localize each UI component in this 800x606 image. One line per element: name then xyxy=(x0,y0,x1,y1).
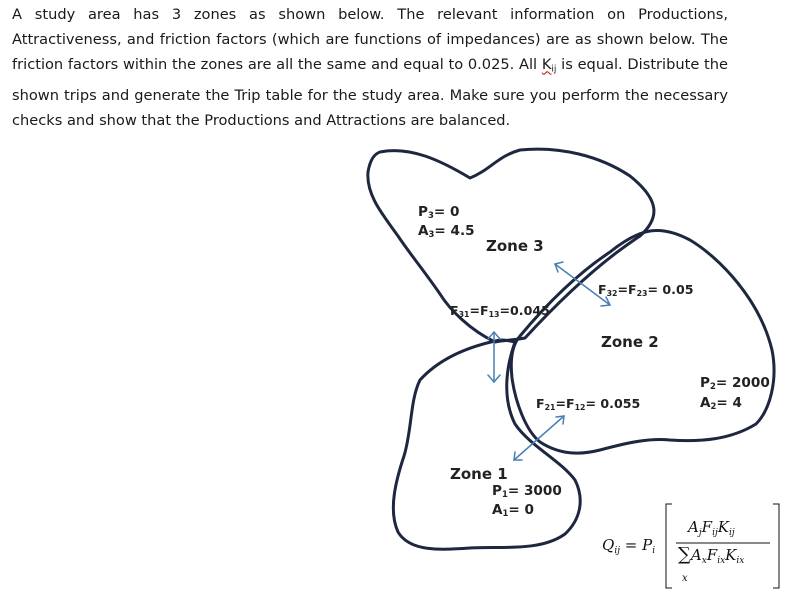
arrow-zone2-zone1 xyxy=(514,416,564,460)
zone3-name: Zone 3 xyxy=(486,237,544,255)
zone2-name: Zone 2 xyxy=(601,333,659,351)
kij-term: $K_{ij}$ xyxy=(541,56,557,75)
zone1-name: Zone 1 xyxy=(450,465,508,483)
zone3-attraction: $A_3= 4.5$ xyxy=(418,223,475,240)
formula-sum-index: x xyxy=(682,573,688,584)
friction-f31-f13: $F_{31}=F_{13}=0.045$ xyxy=(450,303,550,319)
problem-text-2: is equal. Distribute the shown trips and generate the Trip table for the study area. Make sure you perform the necessary checks and show that the Productions and Attractions are balanced. xyxy=(12,56,728,130)
problem-text-1: A study area has 3 zones as shown below. The relevant information on Productions, Attractiveness, and friction factors (which are functions of impedances) are as shown below. The friction factors within the zones are all the same and equal to 0.025. All xyxy=(12,6,728,74)
zone1-boundary xyxy=(393,340,580,549)
formula-denominator: $\sum A_xF_{ix}K_{ix}$ xyxy=(678,544,745,567)
friction-f32-f23: $F_{32}=F_{23}= 0.05$ xyxy=(598,282,694,298)
zone1-attraction: $A_1= 0$ xyxy=(492,502,534,519)
gravity-model-formula xyxy=(596,500,786,592)
zone3-production: $P_3= 0$ xyxy=(418,204,460,221)
formula-numerator: $A_jF_{ij}K_{ij}$ xyxy=(688,518,735,539)
zone1-production: $P_1= 3000$ xyxy=(492,483,562,500)
formula-lhs: $Q_{ij} = P_i$ xyxy=(602,536,656,557)
zone2-attraction: $A_2= 4$ xyxy=(700,395,742,412)
friction-f21-f12: $F_{21}=F_{12}= 0.055$ xyxy=(536,396,641,412)
zone2-production: $P_2= 2000$ xyxy=(700,375,770,392)
